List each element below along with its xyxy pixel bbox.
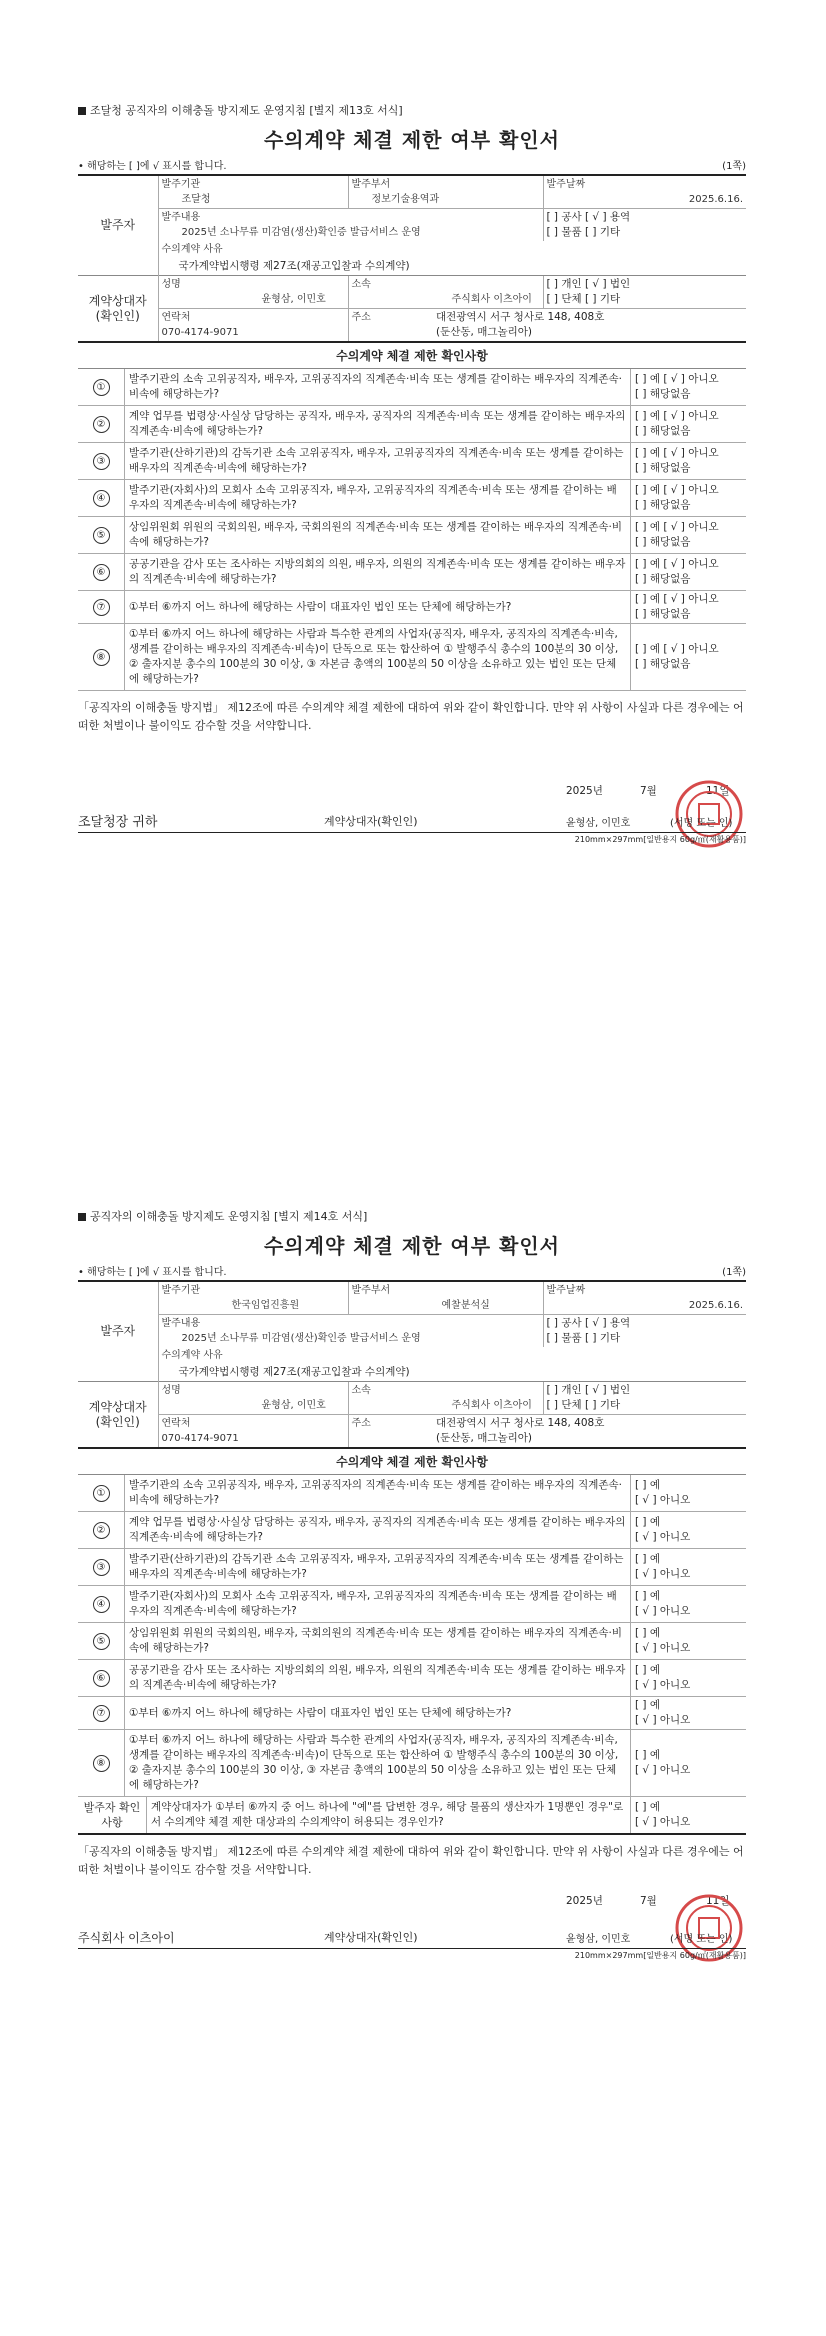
sign-year: 2025년 bbox=[566, 785, 603, 797]
item-number bbox=[78, 1660, 125, 1697]
addr-label: 주소 bbox=[348, 309, 543, 343]
answer-line-2[interactable]: [ ] 해당없음 bbox=[635, 425, 691, 437]
reason-value: 국가계약법시행령 제27조(재공고입찰과 수의계약) bbox=[178, 260, 410, 272]
item-answer[interactable] bbox=[631, 1586, 747, 1623]
item-number-label: ② bbox=[93, 1522, 110, 1539]
contractor-sign-label: 계약상대자(확인인) bbox=[324, 815, 418, 828]
square-bullet-icon bbox=[78, 107, 86, 115]
answer-line-2[interactable]: [ √ ] 아니오 bbox=[635, 1714, 691, 1726]
item-answer[interactable] bbox=[631, 517, 747, 554]
pledge-statement: 「공직자의 이해충돌 방지법」 제12조에 따른 수의계약 체결 제한에 대하여 위와 같이 확인합니다. 만약 위 사항이 사실과 다른 경우에는 어떠한 처벌이나 불이익도 감수할 것을 서약합니다. bbox=[78, 1845, 744, 1876]
contractor-section bbox=[78, 276, 746, 343]
item-answer[interactable] bbox=[631, 1549, 747, 1586]
dept-label: 발주부서 정보기술용역과 bbox=[348, 176, 543, 209]
contractor-label: 계약상대자 (확인인) bbox=[78, 276, 158, 342]
answer-line-1[interactable]: [ ] 예 [ √ ] 아니오 bbox=[635, 410, 719, 422]
instruction-note: • 해당하는 [ ]에 √ 표시를 합니다. bbox=[78, 161, 227, 172]
name-value: 윤형삼, 이민호 bbox=[261, 294, 326, 305]
answer-line-2[interactable]: [ ] 해당없음 bbox=[635, 388, 691, 400]
answer-line-2[interactable]: [ √ ] 아니오 bbox=[635, 1605, 691, 1617]
section-title: 수의계약 체결 제한 확인사항 bbox=[78, 1449, 746, 1475]
date-value: 2025.6.16. bbox=[688, 1300, 743, 1311]
seal-label: (서명 또는 인) bbox=[670, 818, 733, 829]
checklist-table bbox=[78, 369, 746, 691]
entity-options[interactable]: [ ] 개인 [ √ ] 법인 [ ] 단체 [ ] 기타 bbox=[543, 1382, 746, 1415]
signature-area bbox=[78, 735, 746, 845]
item-answer[interactable] bbox=[631, 1475, 747, 1512]
item-question: 공공기관을 감사 또는 조사하는 지방의회의 의원, 배우자, 의원의 직계존속·비속 또는 생계를 같이하는 배우자의 직계존속·비속에 해당하는가? bbox=[125, 554, 631, 591]
item-number-label: ③ bbox=[93, 1559, 110, 1576]
item-number-label: ⑤ bbox=[93, 527, 110, 544]
reason-label: 수의계약 사유 bbox=[161, 244, 223, 255]
client-section bbox=[78, 176, 746, 276]
addressee: 주식회사 이츠아이 bbox=[78, 1931, 175, 1945]
contractor-sign-label: 계약상대자(확인인) bbox=[324, 1931, 418, 1944]
answer-line-2[interactable]: [ ] 해당없음 bbox=[635, 608, 691, 620]
sign-day: 11일 bbox=[706, 785, 730, 797]
contractor-section bbox=[78, 1382, 746, 1449]
sign-day: 11일 bbox=[706, 1895, 730, 1907]
date-value: 2025.6.16. bbox=[688, 194, 743, 205]
item-answer[interactable] bbox=[631, 1660, 747, 1697]
answer-line-2[interactable]: [ ] 해당없음 bbox=[635, 658, 691, 670]
checklist-row bbox=[78, 1512, 746, 1549]
item-number-label: ④ bbox=[93, 1596, 110, 1613]
client-label: 발주자 bbox=[78, 1282, 158, 1382]
client-check-section bbox=[78, 1797, 746, 1835]
content-value: 2025년 소나무류 미감염(생산)확인증 발급서비스 운영 bbox=[181, 1333, 421, 1344]
item-question: 계약 업무를 법령상·사실상 담당하는 공직자, 배우자, 공직자의 직계존속·비속 또는 생계를 같이하는 배우자의 직계존속·비속에 해당하는가? bbox=[125, 406, 631, 443]
checklist-row bbox=[78, 624, 746, 691]
item-question: 발주기관의 소속 고위공직자, 배우자, 고위공직자의 직계존속·비속 또는 생계를 같이하는 배우자의 직계존속·비속에 해당하는가? bbox=[125, 1475, 631, 1512]
checklist-row bbox=[78, 1660, 746, 1697]
answer-line-2[interactable]: [ ] 해당없음 bbox=[635, 499, 691, 511]
client-check-answer[interactable]: [ ] 예 [ √ ] 아니오 bbox=[631, 1797, 747, 1834]
item-number bbox=[78, 1549, 125, 1586]
client-section bbox=[78, 1282, 746, 1382]
item-number bbox=[78, 1586, 125, 1623]
item-question: 상임위원회 위원의 국회의원, 배우자, 국회의원의 직계존속·비속 또는 생계를 같이하는 배우자의 직계존속·비속에 해당하는가? bbox=[125, 1623, 631, 1660]
answer-line-2[interactable]: [ ] 해당없음 bbox=[635, 573, 691, 585]
item-question: ①부터 ⑥까지 어느 하나에 해당하는 사람이 대표자인 법인 또는 단체에 해당하는가? bbox=[125, 1697, 631, 1730]
agency-label: 발주기관 한국임업진흥원 bbox=[161, 1285, 300, 1311]
item-question: 발주기관(산하기관)의 감독기관 소속 고위공직자, 배우자, 고위공직자의 직계존속·비속 또는 생계를 같이하는 배우자의 직계존속·비속에 해당하는가? bbox=[125, 1549, 631, 1586]
item-answer[interactable] bbox=[631, 554, 747, 591]
page-number: (1쪽) bbox=[722, 161, 746, 172]
checklist-row bbox=[78, 406, 746, 443]
client-check-label: 발주자 확인 사항 bbox=[78, 1797, 147, 1834]
checklist-row bbox=[78, 1549, 746, 1586]
answer-line-1[interactable]: [ ] 예 bbox=[635, 1699, 661, 1711]
item-number bbox=[78, 1512, 125, 1549]
name-value: 윤형삼, 이민호 bbox=[261, 1400, 326, 1411]
answer-line-1[interactable]: [ ] 예 bbox=[635, 1479, 661, 1491]
contact-label: 연락처 070-4174-9071 bbox=[158, 1415, 348, 1449]
answer-line-1[interactable]: [ ] 예 [ √ ] 아니오 bbox=[635, 558, 719, 570]
content-label: 발주내용 2025년 소나무류 미감염(생산)확인증 발급서비스 운영 bbox=[158, 1315, 543, 1348]
item-number bbox=[78, 480, 125, 517]
item-answer[interactable] bbox=[631, 443, 747, 480]
sign-month: 7월 bbox=[640, 1895, 657, 1907]
item-answer[interactable] bbox=[631, 480, 747, 517]
item-question: 발주기관(자회사)의 모회사 소속 고위공직자, 배우자, 고위공직자의 직계존속·비속 또는 생계를 같이하는 배우자의 직계존속·비속에 해당하는가? bbox=[125, 480, 631, 517]
checklist-row bbox=[78, 1475, 746, 1512]
instruction-row bbox=[78, 157, 746, 176]
client-check-question: 계약상대자가 ①부터 ⑥까지 중 어느 하나에 "예"를 답변한 경우, 해당 물품의 생산자가 1명뿐인 경우"로서 수의계약 체결 제한 대상과의 수의계약이 허용되는 경우인가? bbox=[147, 1797, 631, 1834]
checklist-row bbox=[78, 369, 746, 406]
item-answer[interactable] bbox=[631, 624, 747, 691]
answer-line-1[interactable]: [ ] 예 [ √ ] 아니오 bbox=[635, 521, 719, 533]
answer-line-2[interactable]: [ √ ] 아니오 bbox=[635, 1531, 691, 1543]
item-number bbox=[78, 443, 125, 480]
checklist-row bbox=[78, 1730, 746, 1797]
item-question: ①부터 ⑥까지 어느 하나에 해당하는 사람이 대표자인 법인 또는 단체에 해당하는가? bbox=[125, 591, 631, 624]
org-value: 주식회사 이츠아이 bbox=[451, 1400, 532, 1411]
checklist-row bbox=[78, 1586, 746, 1623]
instruction-row bbox=[78, 1263, 746, 1282]
answer-line-2[interactable]: [ ] 해당없음 bbox=[635, 536, 691, 548]
answer-line-1[interactable]: [ ] 예 bbox=[635, 1516, 661, 1528]
agency-label: 발주기관 조달청 bbox=[161, 179, 211, 205]
answer-line-2[interactable]: [ √ ] 아니오 bbox=[635, 1642, 691, 1654]
item-question: ①부터 ⑥까지 어느 하나에 해당하는 사람과 특수한 관계의 사업자(공직자, 배우자, 공직자의 직계존속·비속, 생계를 같이하는 배우자의 직계존속·비속)이 단독으로 또는 합산하여 ① 발행주식 총수의 100분의 30 이상, ② 출자지분 총수의 100분의 30 이상, ③ 자본금 총액의 100분의 50 이상을 소유하고 있는 법인 또는 단체에 해당하는가? bbox=[125, 1730, 631, 1797]
checklist-row bbox=[78, 1623, 746, 1660]
addr-label: 주소 bbox=[348, 1415, 543, 1449]
answer-line-2[interactable]: [ √ ] 아니오 bbox=[635, 1764, 691, 1776]
answer-line-1[interactable]: [ ] 예 [ √ ] 아니오 bbox=[635, 373, 719, 385]
item-number-label: ④ bbox=[93, 490, 110, 507]
addressee: 조달청장 귀하 bbox=[78, 815, 158, 830]
agency-value: 조달청 bbox=[181, 194, 211, 205]
org-value: 주식회사 이츠아이 bbox=[451, 294, 532, 305]
contractor-label: 계약상대자 (확인인) bbox=[78, 1382, 158, 1448]
item-question: 발주기관의 소속 고위공직자, 배우자, 고위공직자의 직계존속·비속 또는 생계를 같이하는 배우자의 직계존속·비속에 해당하는가? bbox=[125, 369, 631, 406]
item-number-label: ⑥ bbox=[93, 1670, 110, 1687]
item-number-label: ⑤ bbox=[93, 1633, 110, 1650]
entity-options[interactable]: [ ] 개인 [ √ ] 법인 [ ] 단체 [ ] 기타 bbox=[543, 276, 746, 309]
addr-value: 대전광역시 서구 청사로 148, 408호 (둔산동, 매그놀리아) bbox=[543, 309, 746, 343]
date-label: 발주날짜 2025.6.16. bbox=[543, 1282, 746, 1315]
item-number bbox=[78, 1697, 125, 1730]
checklist-row bbox=[78, 517, 746, 554]
item-answer[interactable] bbox=[631, 1512, 747, 1549]
item-number-label: ⑧ bbox=[93, 649, 110, 666]
checklist-row bbox=[78, 480, 746, 517]
answer-line-2[interactable]: [ ] 해당없음 bbox=[635, 462, 691, 474]
sign-year: 2025년 bbox=[566, 1895, 603, 1907]
org-label: 소속 주식회사 이츠아이 bbox=[348, 1382, 543, 1415]
paper-spec: 210mm×297mm[일반용지 60g/㎡(재활용품)] bbox=[574, 835, 746, 844]
item-number-label: ③ bbox=[93, 453, 110, 470]
answer-line-1[interactable]: [ ] 예 bbox=[635, 1590, 661, 1602]
item-question: 발주기관(산하기관)의 감독기관 소속 고위공직자, 배우자, 고위공직자의 직계존속·비속 또는 생계를 같이하는 배우자의 직계존속·비속에 해당하는가? bbox=[125, 443, 631, 480]
answer-line-1[interactable]: [ ] 예 [ √ ] 아니오 bbox=[635, 484, 719, 496]
answer-line-1[interactable]: [ ] 예 bbox=[635, 1553, 661, 1565]
form-page-2 bbox=[78, 1208, 746, 1961]
section-title: 수의계약 체결 제한 확인사항 bbox=[78, 343, 746, 369]
item-number bbox=[78, 517, 125, 554]
instruction-note: • 해당하는 [ ]에 √ 표시를 합니다. bbox=[78, 1267, 227, 1278]
contact-value: 070-4174-9071 bbox=[161, 327, 239, 338]
reason-label: 수의계약 사유 bbox=[161, 1350, 223, 1361]
checklist-table bbox=[78, 1475, 746, 1797]
contact-label: 연락처 070-4174-9071 bbox=[158, 309, 348, 343]
seal-label: (서명 또는 인) bbox=[670, 1934, 733, 1945]
item-number bbox=[78, 591, 125, 624]
answer-line-1[interactable]: [ ] 예 [ √ ] 아니오 bbox=[635, 447, 719, 459]
item-number-label: ① bbox=[93, 379, 110, 396]
item-number-label: ① bbox=[93, 1485, 110, 1502]
answer-line-2[interactable]: [ √ ] 아니오 bbox=[635, 1679, 691, 1691]
name-label: 성명 윤형삼, 이민호 bbox=[161, 279, 326, 305]
item-number bbox=[78, 554, 125, 591]
item-number bbox=[78, 624, 125, 691]
item-number-label: ② bbox=[93, 416, 110, 433]
item-number-label: ⑦ bbox=[93, 1705, 110, 1722]
item-number bbox=[78, 1730, 125, 1797]
item-number bbox=[78, 369, 125, 406]
document-title: 수의계약 체결 제한 여부 확인서 bbox=[263, 128, 560, 152]
item-number bbox=[78, 1475, 125, 1512]
org-label: 소속 주식회사 이츠아이 bbox=[348, 276, 543, 309]
item-number-label: ⑥ bbox=[93, 564, 110, 581]
item-answer[interactable] bbox=[631, 406, 747, 443]
type-options[interactable]: [ ] 공사 [ √ ] 용역 [ ] 물품 [ ] 기타 bbox=[543, 1315, 746, 1348]
item-answer[interactable] bbox=[631, 369, 747, 406]
agency-value: 한국임업진흥원 bbox=[231, 1300, 300, 1311]
checklist-row bbox=[78, 1697, 746, 1730]
contact-value: 070-4174-9071 bbox=[161, 1433, 239, 1444]
form-reference: 조달청 공직자의 이해충돌 방지제도 운영지침 [별지 제13호 서식] bbox=[78, 102, 746, 118]
signer-name: 윤형삼, 이민호 bbox=[566, 818, 631, 829]
item-number-label: ⑦ bbox=[93, 599, 110, 616]
square-bullet-icon bbox=[78, 1213, 86, 1221]
item-answer[interactable] bbox=[631, 1730, 747, 1797]
answer-line-1[interactable]: [ ] 예 [ √ ] 아니오 bbox=[635, 593, 719, 605]
item-question: 공공기관을 감사 또는 조사하는 지방의회의 의원, 배우자, 의원의 직계존속·비속 또는 생계를 같이하는 배우자의 직계존속·비속에 해당하는가? bbox=[125, 1660, 631, 1697]
sign-month: 7월 bbox=[640, 785, 657, 797]
dept-value: 예찰분석실 bbox=[441, 1300, 490, 1311]
answer-line-1[interactable]: [ ] 예 bbox=[635, 1749, 661, 1761]
item-number bbox=[78, 406, 125, 443]
pledge-statement: 「공직자의 이해충돌 방지법」 제12조에 따른 수의계약 체결 제한에 대하여 위와 같이 확인합니다. 만약 위 사항이 사실과 다른 경우에는 어떠한 처벌이나 불이익도 감수할 것을 서약합니다. bbox=[78, 701, 744, 732]
name-label: 성명 윤형삼, 이민호 bbox=[161, 1385, 326, 1411]
document-title: 수의계약 체결 제한 여부 확인서 bbox=[263, 1234, 560, 1258]
date-label: 발주날짜 2025.6.16. bbox=[543, 176, 746, 209]
answer-line-1[interactable]: [ ] 예 bbox=[635, 1664, 661, 1676]
item-question: 발주기관(자회사)의 모회사 소속 고위공직자, 배우자, 고위공직자의 직계존속·비속 또는 생계를 같이하는 배우자의 직계존속·비속에 해당하는가? bbox=[125, 1586, 631, 1623]
signer-name: 윤형삼, 이민호 bbox=[566, 1934, 631, 1945]
content-value: 2025년 소나무류 미감염(생산)확인증 발급서비스 운영 bbox=[181, 227, 421, 238]
answer-line-1[interactable]: [ ] 예 bbox=[635, 1627, 661, 1639]
signature-area bbox=[78, 1879, 746, 1961]
form-reference: 공직자의 이해충돌 방지제도 운영지침 [별지 제14호 서식] bbox=[78, 1208, 746, 1224]
dept-label: 발주부서 예찰분석실 bbox=[348, 1282, 543, 1315]
item-number-label: ⑧ bbox=[93, 1755, 110, 1772]
dept-value: 정보기술용역과 bbox=[371, 194, 440, 205]
answer-line-2[interactable]: [ √ ] 아니오 bbox=[635, 1568, 691, 1580]
client-label: 발주자 bbox=[78, 176, 158, 276]
type-options[interactable]: [ ] 공사 [ √ ] 용역 [ ] 물품 [ ] 기타 bbox=[543, 209, 746, 242]
checklist-row bbox=[78, 554, 746, 591]
reason-value: 국가계약법시행령 제27조(재공고입찰과 수의계약) bbox=[178, 1366, 410, 1378]
item-answer[interactable] bbox=[631, 591, 747, 624]
form-page-1 bbox=[78, 102, 746, 845]
addr-value: 대전광역시 서구 청사로 148, 408호 (둔산동, 매그놀리아) bbox=[543, 1415, 746, 1449]
item-number bbox=[78, 1623, 125, 1660]
checklist-row bbox=[78, 591, 746, 624]
item-question: ①부터 ⑥까지 어느 하나에 해당하는 사람과 특수한 관계의 사업자(공직자, 배우자, 공직자의 직계존속·비속, 생계를 같이하는 배우자의 직계존속·비속)이 단독으로 또는 합산하여 ① 발행주식 총수의 100분의 30 이상, ② 출자지분 총수의 100분의 30 이상, ③ 자본금 총액의 100분의 50 이상을 소유하고 있는 법인 또는 단체에 해당하는가? bbox=[125, 624, 631, 691]
page-number: (1쪽) bbox=[722, 1267, 746, 1278]
item-answer[interactable] bbox=[631, 1623, 747, 1660]
item-question: 계약 업무를 법령상·사실상 담당하는 공직자, 배우자, 공직자의 직계존속·비속 또는 생계를 같이하는 배우자의 직계존속·비속에 해당하는가? bbox=[125, 1512, 631, 1549]
item-question: 상임위원회 위원의 국회의원, 배우자, 국회의원의 직계존속·비속 또는 생계를 같이하는 배우자의 직계존속·비속에 해당하는가? bbox=[125, 517, 631, 554]
item-answer[interactable] bbox=[631, 1697, 747, 1730]
content-label: 발주내용 2025년 소나무류 미감염(생산)확인증 발급서비스 운영 bbox=[158, 209, 543, 242]
answer-line-1[interactable]: [ ] 예 [ √ ] 아니오 bbox=[635, 643, 719, 655]
answer-line-2[interactable]: [ √ ] 아니오 bbox=[635, 1494, 691, 1506]
paper-spec: 210mm×297mm[일반용지 60g/㎡(재활용품)] bbox=[574, 1951, 746, 1960]
checklist-row bbox=[78, 443, 746, 480]
